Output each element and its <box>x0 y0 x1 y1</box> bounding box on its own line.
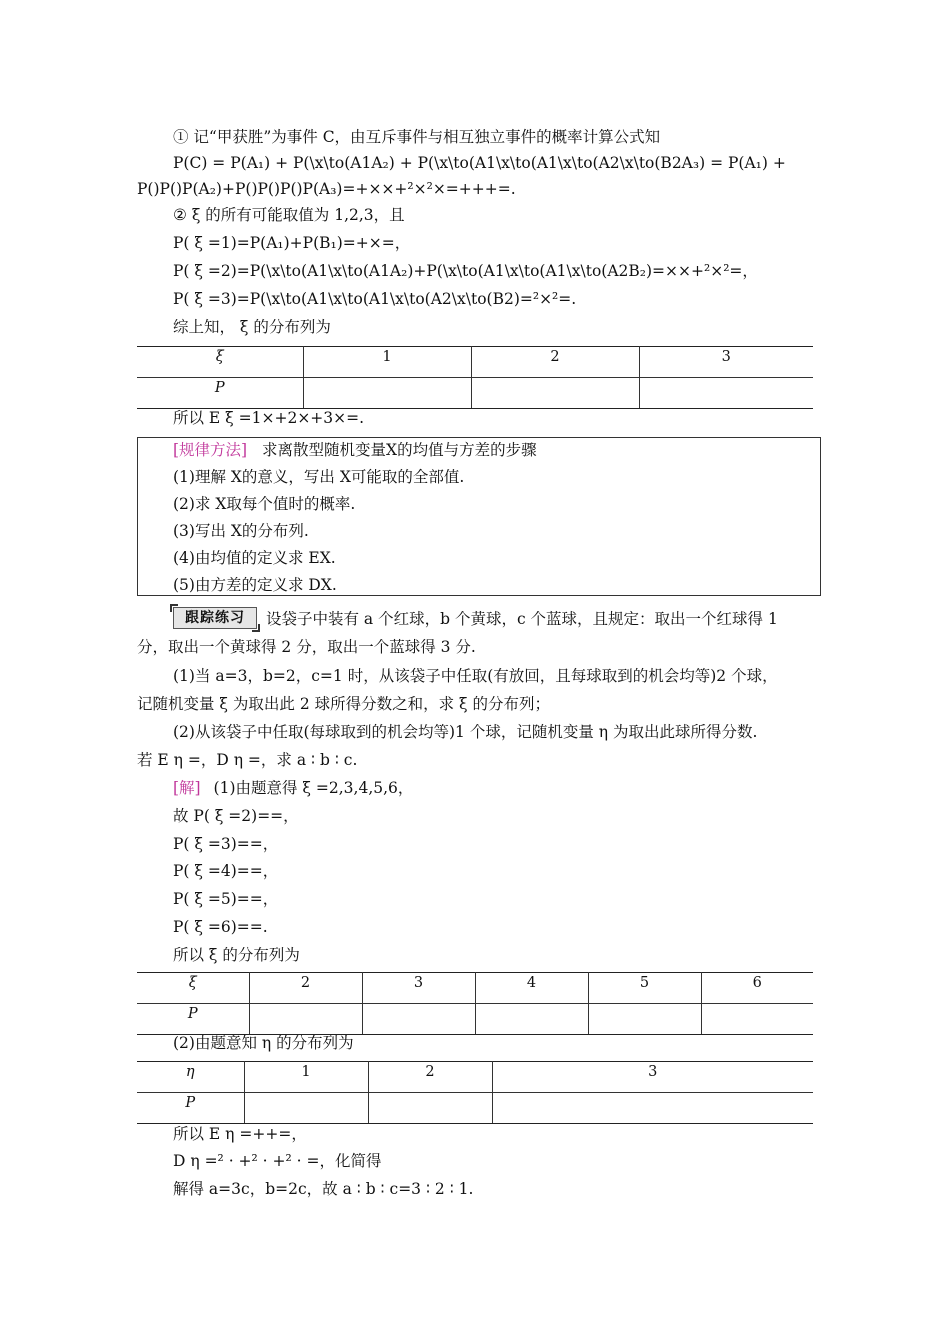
solution-line: P( ξ =4)==， <box>173 862 279 880</box>
method-box-heading <box>173 440 537 460</box>
text-line: 所以 E ξ =1×+2×+3×=. <box>173 409 365 427</box>
formula-line: P( ξ =3)=P(\x\to(A1\x\to(A1\x\to(A2\x\to(B2)=²×²=. <box>173 290 577 308</box>
method-step: (4)由均值的定义求 EX. <box>173 549 336 567</box>
table-header-cell: 4 <box>475 973 588 1004</box>
table-cell <box>588 1004 701 1035</box>
question-line: (1)当 a=3，b=2，c=1 时，从该袋子中任取(有放回，且每球取到的机会均等)2 个球， <box>173 667 778 685</box>
solution-tag: [解] <box>173 779 201 797</box>
distribution-table-xi-2 <box>137 972 813 1035</box>
formula-line: P(C) = P(A₁) + P(\x\to(A1A₂) + P(\x\to(A1\x\to(A1\x\to(A2\x\to(B2A₃) = P(A₁) + <box>173 154 786 172</box>
method-step: (2)求 X取每个值时的概率. <box>173 495 356 513</box>
table-header-cell: 2 <box>471 347 639 378</box>
method-step: (5)由方差的定义求 DX. <box>173 576 337 594</box>
formula-line: P( ξ =2)=P(\x\to(A1\x\to(A1A₂)+P(\x\to(A1\x\to(A1\x\to(A2B₂)=××+²×²=， <box>173 262 758 280</box>
question-line: (2)从该袋子中任取(每球取到的机会均等)1 个球，记随机变量 η 为取出此球所得分数. <box>173 723 758 741</box>
table-cell <box>244 1093 368 1124</box>
table-cell <box>701 1004 813 1035</box>
table-header-cell: ξ <box>137 347 303 378</box>
table-header-cell: 3 <box>639 347 813 378</box>
table-header-cell: 6 <box>701 973 813 1004</box>
solution-line: 故 P( ξ =2)==， <box>173 807 299 825</box>
table-header-cell: 3 <box>362 973 475 1004</box>
table-cell <box>475 1004 588 1035</box>
table-cell <box>471 378 639 409</box>
exercise-badge: 跟踪练习 <box>173 607 257 629</box>
table-cell <box>368 1093 492 1124</box>
table-header-cell: 1 <box>244 1062 368 1093</box>
question-line: 设袋子中装有 a 个红球，b 个黄球，c 个蓝球，且规定：取出一个红球得 1 <box>266 610 778 628</box>
text-line: ① 记“甲获胜”为事件 C，由互斥事件与相互独立事件的概率计算公式知 <box>173 128 661 146</box>
table-header-cell: 2 <box>368 1062 492 1093</box>
solution-line: (2)由题意知 η 的分布列为 <box>173 1034 354 1052</box>
table-header-cell: 3 <box>492 1062 813 1093</box>
solution-line: D η =² · +² · +² · =，化简得 <box>173 1152 382 1170</box>
solution-line: P( ξ =5)==， <box>173 890 279 908</box>
table-header-cell: ξ <box>137 973 249 1004</box>
distribution-table-eta <box>137 1061 813 1124</box>
table-cell <box>303 378 471 409</box>
text-line: ② ξ 的所有可能取值为 1,2,3，且 <box>173 206 405 224</box>
table-cell <box>249 1004 362 1035</box>
solution-line: 所以 E η =++=， <box>173 1125 307 1143</box>
solution-start-line <box>173 778 413 798</box>
method-step: (1)理解 X的意义，写出 X可能取的全部值. <box>173 468 465 486</box>
question-line: 分，取出一个黄球得 2 分，取出一个蓝球得 3 分. <box>137 638 476 656</box>
solution-line: (1)由题意得 ξ =2,3,4,5,6， <box>213 779 414 797</box>
table-row-label: P <box>137 1093 244 1124</box>
formula-line: P()P()P(A₂)+P()P()P()P(A₃)=+××+²×²×=+++=. <box>137 180 516 198</box>
solution-line: 所以 ξ 的分布列为 <box>173 946 300 964</box>
method-title: 求离散型随机变量X的均值与方差的步骤 <box>262 441 537 459</box>
table-cell <box>362 1004 475 1035</box>
text-line: 综上知， ξ 的分布列为 <box>173 318 331 336</box>
method-box <box>137 437 821 596</box>
formula-line: P( ξ =1)=P(A₁)+P(B₁)=+×=， <box>173 234 411 252</box>
table-cell <box>492 1093 813 1124</box>
solution-line: 解得 a=3c，b=2c，故 a ∶ b ∶ c=3 ∶ 2 ∶ 1. <box>173 1180 474 1198</box>
table-header-cell: 1 <box>303 347 471 378</box>
question-line: 记随机变量 ξ 为取出此 2 球所得分数之和，求 ξ 的分布列； <box>137 695 550 713</box>
table-cell <box>639 378 813 409</box>
solution-line: P( ξ =3)==， <box>173 835 279 853</box>
distribution-table-xi <box>137 346 813 409</box>
table-header-cell: 2 <box>249 973 362 1004</box>
table-row-label: P <box>137 378 303 409</box>
table-header-cell: 5 <box>588 973 701 1004</box>
method-step: (3)写出 X的分布列. <box>173 522 309 540</box>
table-row-label: P <box>137 1004 249 1035</box>
method-tag: [规律方法] <box>173 441 248 459</box>
table-header-cell: η <box>137 1062 244 1093</box>
solution-line: P( ξ =6)==. <box>173 918 268 936</box>
question-line: 若 E η =，D η =，求 a ∶ b ∶ c. <box>137 751 358 769</box>
